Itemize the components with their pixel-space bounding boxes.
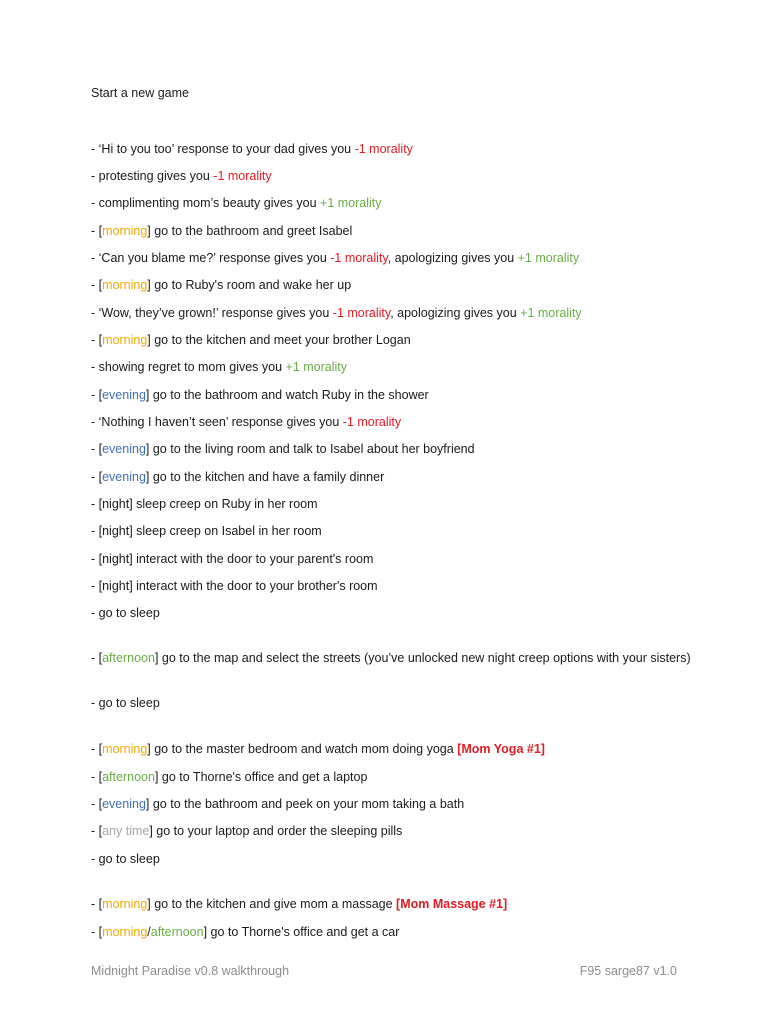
- list-item-text: - ‘Can you blame me?’ response gives you: [91, 251, 331, 265]
- footer-credit: F95 sarge87 v1.0: [579, 964, 677, 978]
- list-item-text: morning: [102, 742, 148, 756]
- list-item-text: - [: [91, 224, 103, 238]
- list-item-text: ] go to the master bedroom and watch mom doing yoga: [147, 742, 458, 756]
- list-item-text: - [: [91, 278, 103, 292]
- list-item-text: evening: [102, 470, 146, 484]
- list-item-text: [Mom Yoga #1]: [457, 742, 545, 756]
- list-item: [91, 387, 691, 404]
- list-item: [91, 305, 691, 322]
- list-item-text: ] go to Ruby's room and wake her up: [147, 278, 352, 292]
- list-item-text: morning: [102, 897, 148, 911]
- list-item-text: - [: [91, 442, 103, 456]
- list-item-text: , apologizing gives you: [387, 251, 518, 265]
- list-item: [91, 141, 691, 158]
- list-item-text: - go to sleep: [91, 696, 160, 710]
- list-item-text: - ‘Wow, they’ve grown!’ response gives you: [91, 306, 333, 320]
- list-item: [91, 168, 691, 185]
- list-item: [91, 332, 691, 349]
- list-item: [91, 277, 691, 294]
- list-item-text: - [: [91, 388, 103, 402]
- list-item: [91, 441, 691, 458]
- list-item-text: -1 morality: [342, 415, 402, 429]
- list-item-text: morning: [102, 333, 148, 347]
- list-item: [91, 796, 691, 813]
- list-item: [91, 823, 691, 840]
- list-item-text: - go to sleep: [91, 606, 160, 620]
- list-item-text: - [: [91, 925, 103, 939]
- list-item: [91, 605, 691, 622]
- list-item-text: evening: [102, 797, 146, 811]
- list-item-text: - [: [91, 742, 103, 756]
- list-item-text: - [night] interact with the door to your brother's room: [91, 579, 378, 593]
- list-item: [91, 578, 691, 595]
- list-item-text: - [: [91, 770, 103, 784]
- list-item: [91, 650, 691, 667]
- list-item-text: [Mom Massage #1]: [396, 897, 508, 911]
- list-item-text: morning: [102, 925, 148, 939]
- list-item-text: -1 morality: [354, 142, 413, 156]
- list-item-text: +1 morality: [285, 360, 348, 374]
- list-item: [91, 223, 691, 240]
- list-item-text: ] go to the map and select the streets (you’ve unlocked new night creep options with your sisters): [154, 651, 691, 665]
- list-item: [91, 769, 691, 786]
- list-item-text: ] go to the living room and talk to Isabel about her boyfriend: [145, 442, 475, 456]
- list-item: [91, 523, 691, 540]
- list-item-text: - [: [91, 651, 103, 665]
- list-item: [91, 695, 691, 712]
- list-item: [91, 195, 691, 212]
- list-item-text: - [night] sleep creep on Isabel in her room: [91, 524, 322, 538]
- list-item: [91, 851, 691, 868]
- list-item-text: - [: [91, 797, 103, 811]
- list-item-text: any time: [102, 824, 150, 838]
- list-item-text: - complimenting mom’s beauty gives you: [91, 196, 321, 210]
- list-item-text: - [: [91, 333, 103, 347]
- list-item-text: - [: [91, 470, 103, 484]
- list-item-text: afternoon: [102, 770, 155, 784]
- list-item-text: - showing regret to mom gives you: [91, 360, 286, 374]
- document-title: Start a new game: [91, 86, 189, 100]
- list-item-text: ] go to the bathroom and greet Isabel: [147, 224, 353, 238]
- list-item: [91, 551, 691, 568]
- list-item-text: -1 morality: [213, 169, 272, 183]
- list-item-text: morning: [102, 224, 148, 238]
- list-item-text: evening: [102, 388, 146, 402]
- list-item: [91, 359, 691, 376]
- list-item: [91, 496, 691, 513]
- list-item-text: ] go to your laptop and order the sleeping pills: [149, 824, 403, 838]
- list-item-text: - go to sleep: [91, 852, 160, 866]
- list-item-text: - [: [91, 824, 103, 838]
- list-item-text: ] go to Thorne's office and get a laptop: [154, 770, 368, 784]
- list-item-text: +1 morality: [320, 196, 382, 210]
- list-item-text: - [night] interact with the door to your parent's room: [91, 552, 374, 566]
- list-item: [91, 250, 691, 267]
- list-item-text: - ‘Hi to you too’ response to your dad gives you: [91, 142, 355, 156]
- list-item-text: +1 morality: [520, 306, 582, 320]
- list-item-text: -1 morality: [330, 251, 388, 265]
- list-item-text: - [night] sleep creep on Ruby in her room: [91, 497, 318, 511]
- list-item-text: - [: [91, 897, 103, 911]
- footer-title: Midnight Paradise v0.8 walkthrough: [91, 964, 290, 978]
- list-item-text: afternoon: [102, 651, 155, 665]
- list-item-text: , apologizing gives you: [390, 306, 521, 320]
- list-item-text: ] go to the kitchen and meet your brother Logan: [147, 333, 411, 347]
- list-item: [91, 414, 691, 431]
- list-item-text: - protesting gives you: [91, 169, 214, 183]
- list-item-text: morning: [102, 278, 148, 292]
- list-item: [91, 924, 691, 941]
- list-item-text: -1 morality: [332, 306, 391, 320]
- list-item-text: ] go to the kitchen and give mom a massage: [147, 897, 397, 911]
- list-item-text: - ‘Nothing I haven’t seen’ response gives you: [91, 415, 343, 429]
- list-item: [91, 896, 691, 913]
- list-item-text: ] go to the bathroom and peek on your mom taking a bath: [145, 797, 465, 811]
- list-item: [91, 469, 691, 486]
- list-item: [91, 741, 691, 758]
- list-item-text: /: [147, 925, 151, 939]
- list-item-text: evening: [102, 442, 146, 456]
- list-item-text: ] go to the bathroom and watch Ruby in the shower: [145, 388, 429, 402]
- list-item-text: ] go to the kitchen and have a family dinner: [145, 470, 385, 484]
- list-item-text: +1 morality: [517, 251, 580, 265]
- list-item-text: afternoon: [150, 925, 204, 939]
- list-item-text: ] go to Thorne's office and get a car: [203, 925, 400, 939]
